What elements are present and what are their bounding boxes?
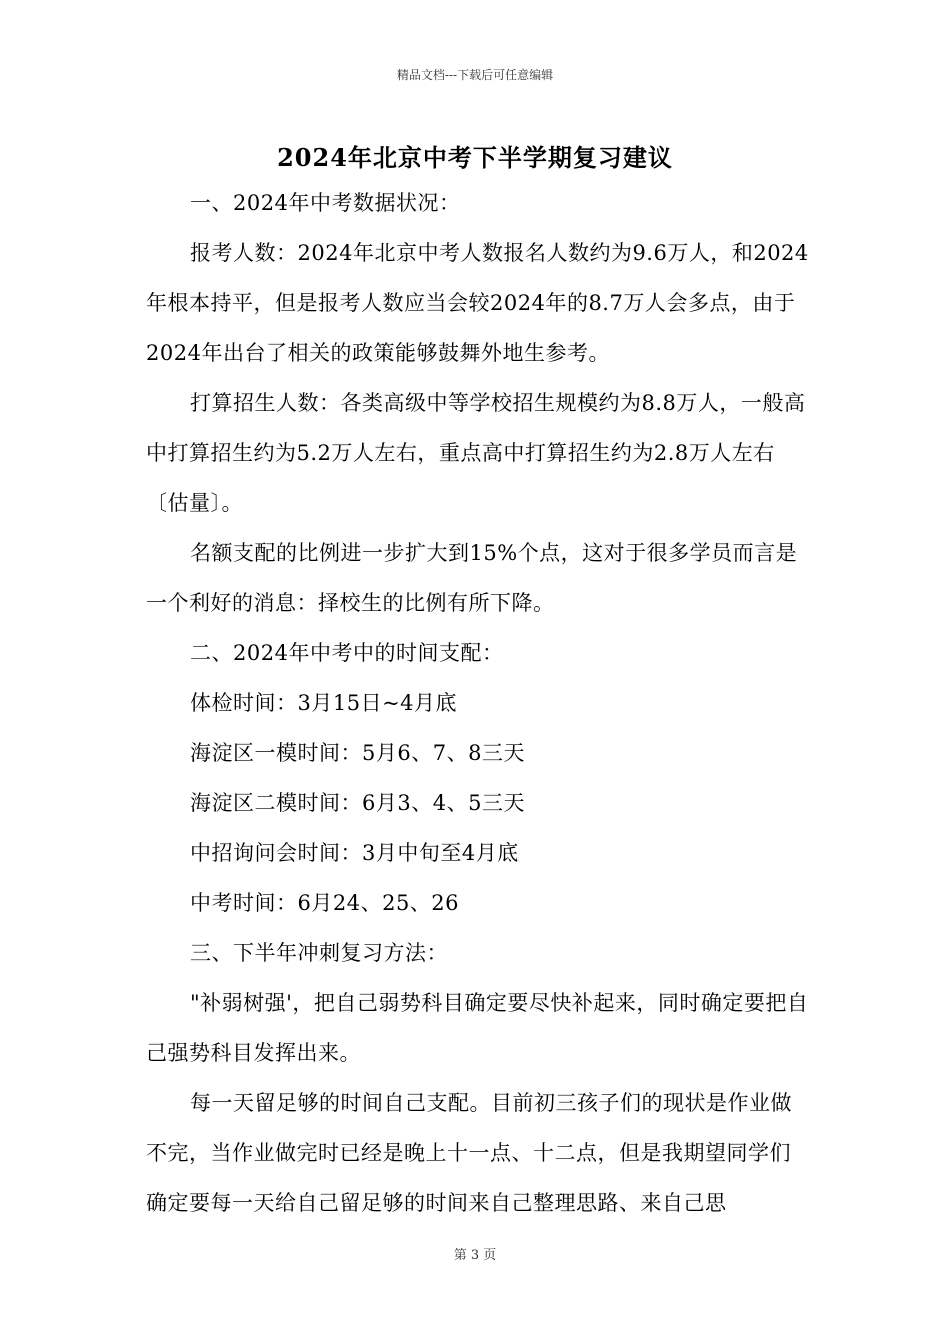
schedule-item-exam: 中考时间：6月24、25、26 <box>190 891 460 915</box>
document-title: 2024年北京中考下半学期复习建议 <box>277 143 673 172</box>
section-heading-3: 三、下半年冲刺复习方法： <box>190 941 448 965</box>
schedule-item-consultation: 中招询问会时间：3月中旬至4月底 <box>190 841 519 865</box>
paragraph-quota: 名额支配的比例进一步扩大到15%个点，这对于很多学员而言是一个利好的消息：择校生的比例有所下降。 <box>146 541 798 615</box>
paragraph-applicants: 报考人数：2024年北京中考人数报名人数约为9.6万人，和2024年根本持平，但是报考人数应当会较2024年的8.7万人会多点，由于2024年出台了相关的政策能够鼓舞外地生参考。 <box>146 241 809 365</box>
schedule-item-mock-exam-1: 海淀区一模时间：5月6、7、8三天 <box>190 741 525 765</box>
page-header: 精品文档---下载后可任意编辑 <box>396 68 554 82</box>
schedule-item-mock-exam-2: 海淀区二模时间：6月3、4、5三天 <box>190 791 525 815</box>
paragraph-strengths: "补弱树强'，把自己弱势科目确定要尽快补起来，同时确定要把自己强势科目发挥出来。 <box>146 991 809 1065</box>
section-heading-2: 二、2024年中考中的时间支配： <box>190 641 504 665</box>
paragraph-enrollment-plan: 打算招生人数：各类高级中等学校招生规模约为8.8万人，一般高中打算招生约为5.2万人左右，重点高中打算招生约为2.8万人左右〔估量〕。 <box>146 391 806 515</box>
page-number: 第 3 页 <box>453 1248 497 1263</box>
document-body <box>146 178 810 1228</box>
paragraph-time-management: 每一天留足够的时间自己支配。目前初三孩子们的现状是作业做不完，当作业做完时已经是晚上十一点、十二点，但是我期望同学们确定要每一天给自己留足够的时间来自己整理思路、来自己思 <box>146 1091 792 1215</box>
schedule-item-physical-exam: 体检时间：3月15日~4月底 <box>190 691 458 715</box>
section-heading-1: 一、2024年中考数据状况： <box>190 191 461 215</box>
